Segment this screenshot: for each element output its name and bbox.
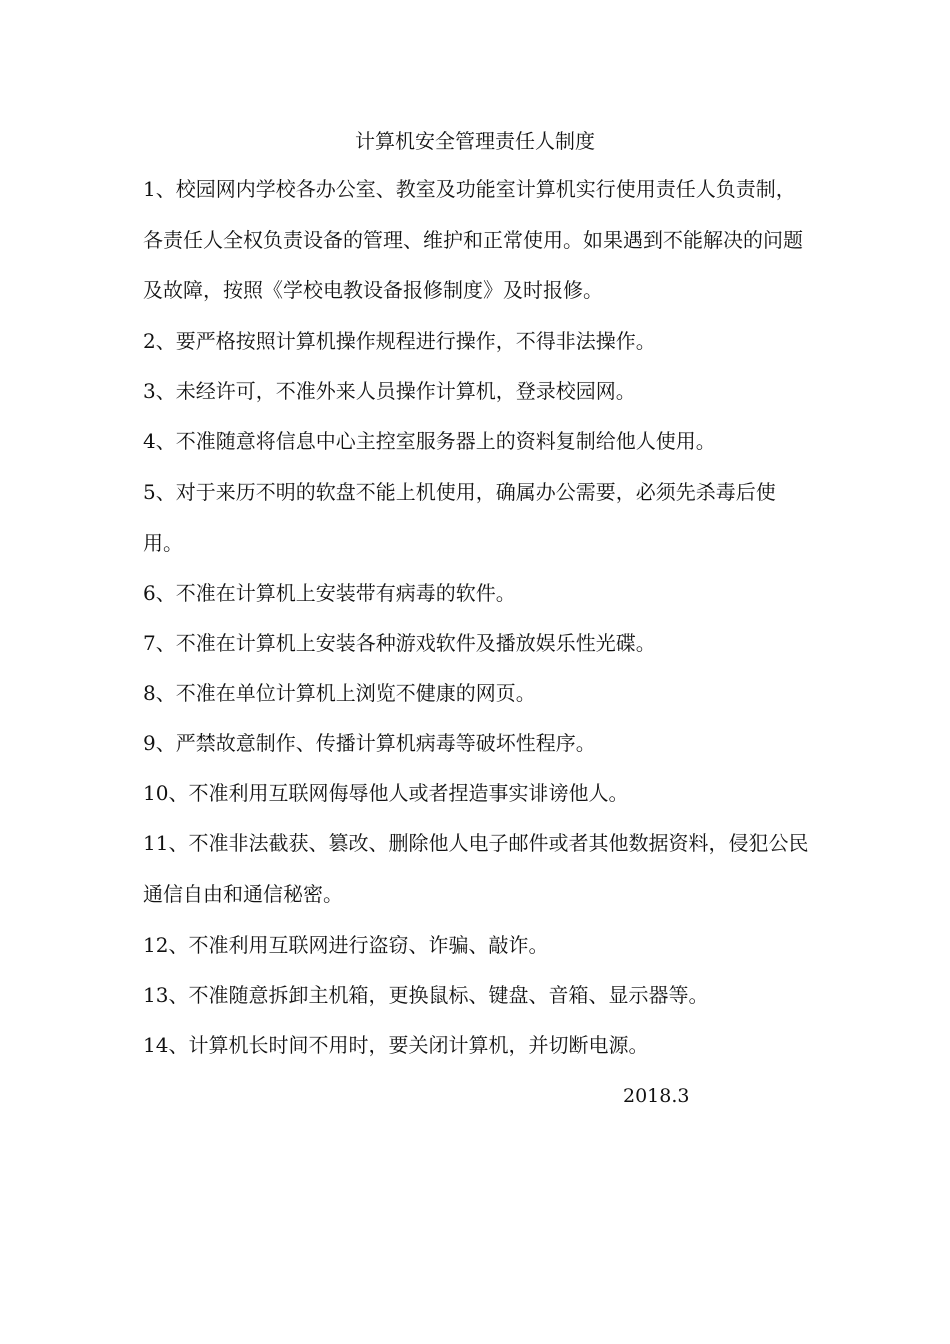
clause-13: 13、不准随意拆卸主机箱，更换鼠标、键盘、音箱、显示器等。 [143,983,709,1007]
clause-11: 11、不准非法截获、篡改、删除他人电子邮件或者其他数据资料，侵犯公民通信自由和通信秘密。 [143,831,809,906]
clause-5: 5、对于来历不明的软盘不能上机使用，确属办公需要，必须先杀毒后使用。 [143,480,776,555]
document-date: 2018.3 [623,1085,690,1107]
document-title: 计算机安全管理责任人制度 [355,129,595,153]
clause-2: 2、要严格按照计算机操作规程进行操作，不得非法操作。 [143,329,656,353]
clause-1: 1、校园网内学校各办公室、教室及功能室计算机实行使用责任人负责制，各责任人全权负责设备的管理、维护和正常使用。如果遇到不能解决的问题及故障，按照《学校电教设备报修制度》及时报修。 [143,177,803,302]
clause-9: 9、严禁故意制作、传播计算机病毒等破坏性程序。 [143,731,596,755]
clause-8: 8、不准在单位计算机上浏览不健康的网页。 [143,681,536,705]
clause-7: 7、不准在计算机上安装各种游戏软件及播放娱乐性光碟。 [143,631,656,655]
clause-14: 14、计算机长时间不用时，要关闭计算机，并切断电源。 [143,1033,649,1057]
clause-4: 4、不准随意将信息中心主控室服务器上的资料复制给他人使用。 [143,429,716,453]
clause-6: 6、不准在计算机上安装带有病毒的软件。 [143,581,516,605]
clause-12: 12、不准利用互联网进行盗窃、诈骗、敲诈。 [143,933,549,957]
clause-10: 10、不准利用互联网侮辱他人或者捏造事实诽谤他人。 [143,781,629,805]
clause-3: 3、未经许可，不准外来人员操作计算机，登录校园网。 [143,379,636,403]
